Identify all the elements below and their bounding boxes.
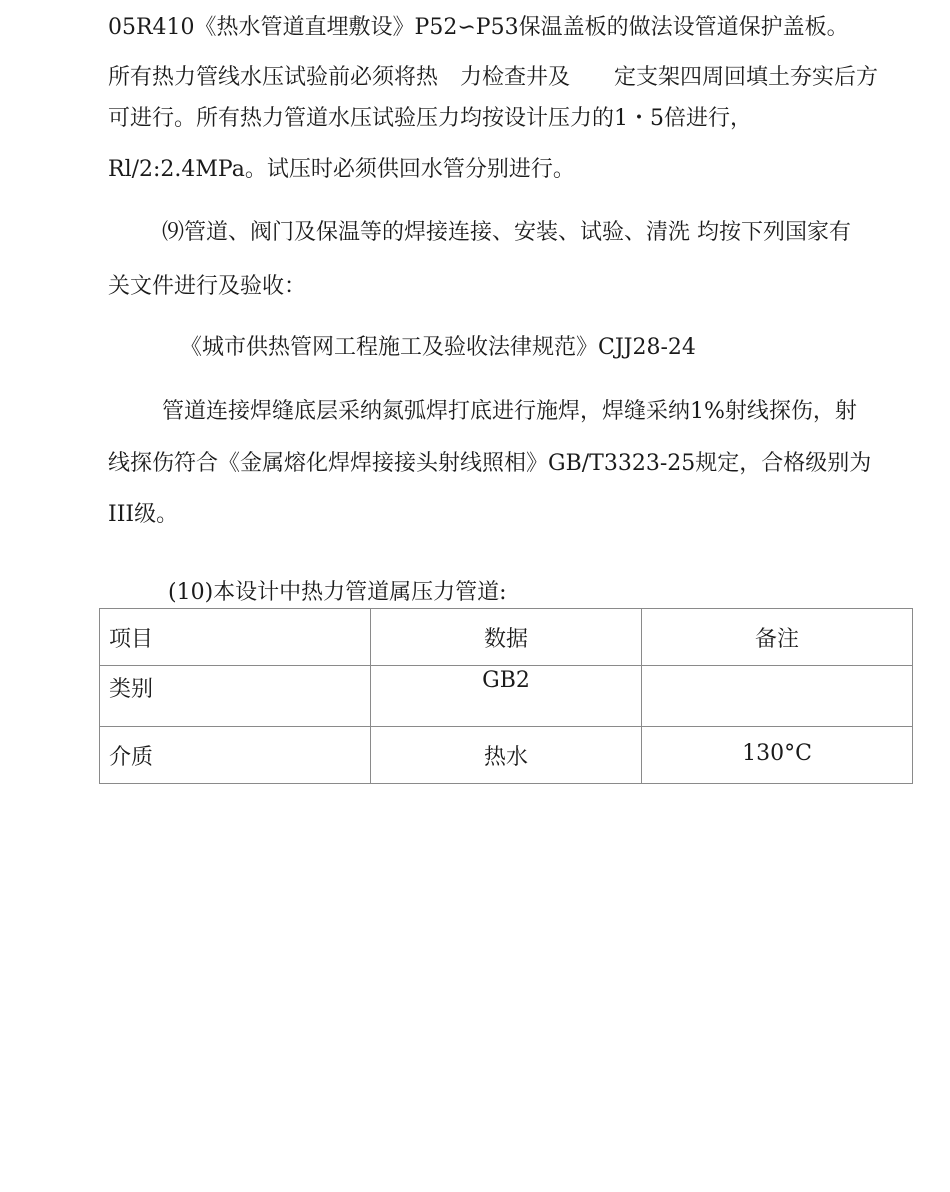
section-heading: (10)本设计中热力管道属压力管道: (168, 580, 507, 605)
text-line: 可进行。所有热力管道水压试验压力均按设计压力的1・5倍进行， (108, 106, 752, 131)
table-cell: 热水 (371, 727, 642, 784)
table-cell-value: 130°C (742, 740, 812, 766)
text-line: 线探伤符合《金属熔化焊焊接接头射线照相》GB/T3323-25规定，合格级别为 (108, 451, 872, 476)
text-line: Rl/2:2.4MPa。试压时必须供回水管分别进行。 (108, 157, 575, 182)
table-row (100, 727, 913, 784)
text-line: 所有热力管线水压试验前必须将热 力检查井及 定支架四周回填土夯实后方 (108, 65, 879, 90)
table-cell-value: GB2 (482, 668, 530, 693)
table-row (100, 666, 913, 727)
table-header-row (100, 609, 913, 666)
pressure-pipe-table (99, 608, 913, 784)
text-line: ⑼管道、阀门及保温等的焊接连接、安装、试验、清洗 均按下列国家有 (162, 220, 851, 245)
table-cell (642, 666, 913, 727)
text-line: III级。 (108, 502, 179, 527)
table-header-cell: 数据 (371, 609, 642, 666)
table-header-cell: 项目 (100, 609, 371, 666)
text-line: 关文件进行及验收： (108, 274, 307, 299)
text-line: 05R410《热水管道直埋敷设》P52∽P53保温盖板的做法设管道保护盖板。 (108, 15, 849, 40)
table-header-cell: 备注 (642, 609, 913, 666)
table-cell (642, 727, 913, 784)
table-cell (371, 666, 642, 727)
text-line: 管道连接焊缝底层采纳氮弧焊打底进行施焊，焊缝采纳1%射线探伤，射 (162, 399, 857, 424)
table-cell: 类别 (100, 666, 371, 727)
standard-reference: 《城市供热管网工程施工及验收法律规范》CJJ28-24 (180, 335, 696, 360)
table-cell: 介质 (100, 727, 371, 784)
